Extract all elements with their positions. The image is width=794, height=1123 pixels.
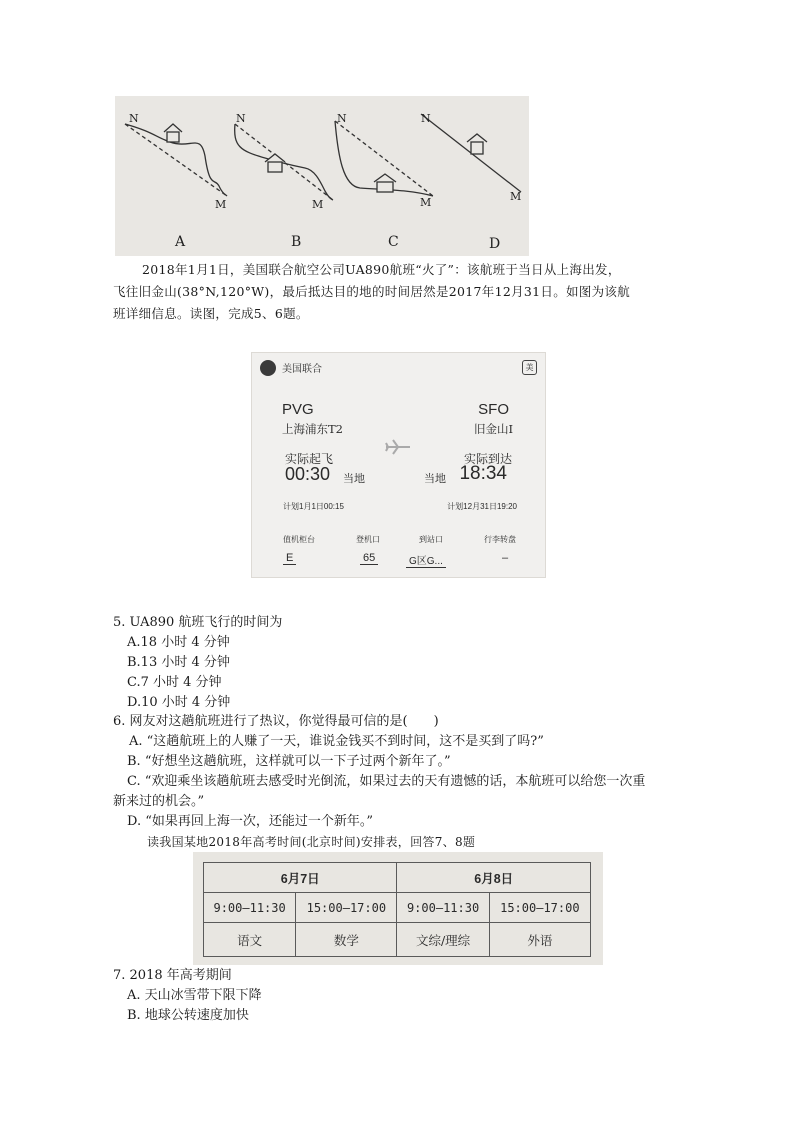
departure-time: 00:30 [285, 464, 331, 484]
arrival-time: 18:34 [459, 463, 507, 484]
q6-option-a: A. “这趟航班上的人赚了一天，谁说金钱买不到时间，这不是买到了吗?” [129, 734, 544, 749]
airline-name: 美国联合 [282, 364, 322, 375]
departure-label: 实际起飞 [285, 452, 334, 466]
origin-code: PVG [282, 401, 314, 418]
time-cell: 9:00—11:30 [397, 893, 489, 923]
time-cell: 9:00—11:30 [204, 893, 296, 923]
arrival-local-tag: 当地 [424, 472, 446, 485]
house-icon-a [164, 124, 182, 142]
destination-name: 旧金山I [473, 422, 513, 436]
col-arrival-gate: 到站口 [419, 535, 443, 544]
option-label-a: A [175, 234, 186, 250]
intro-line-2: 飞往旧金山(38°N,120°W)，最后抵达目的地的时间居然是2017年12月31日。如图为该航 [113, 284, 631, 299]
slope-profile-diagrams [115, 96, 529, 256]
intro-line-1: 2018年1月1日，美国联合航空公司UA890航班“火了”：该航班于当日从上海出发， [142, 262, 621, 277]
q6-option-d: D. “如果再回上海一次，还能过一个新年。” [127, 814, 374, 829]
label-n-d: N [421, 112, 431, 125]
origin-name: 上海浦东T2 [282, 422, 343, 436]
col-baggage: 行李转盘 [484, 535, 516, 544]
q6-stem: 6. 网友对这趟航班进行了热议，你觉得最可信的是( ) [113, 714, 439, 729]
departure-local-tag: 当地 [343, 472, 365, 485]
q7-option-a: A. 天山冰雪带下限下降 [127, 988, 262, 1003]
q7-stem: 7. 2018 年高考期间 [113, 968, 232, 983]
label-m-d: M [510, 190, 522, 203]
q5-option-a: A.18 小时 4 分钟 [127, 635, 230, 650]
exam-schedule-figure [193, 852, 603, 965]
option-label-c: C [388, 234, 399, 250]
val-baggage: – [502, 552, 509, 564]
label-n-c: N [337, 112, 347, 125]
q5-option-b: B.13 小时 4 分钟 [127, 655, 230, 670]
val-arrival-gate: G区G... [406, 552, 446, 568]
q5-stem: 5. UA890 航班飞行的时间为 [113, 615, 283, 630]
day-header-1: 6月7日 [204, 863, 397, 893]
intro-line-3: 班详细信息。读图，完成5、6题。 [113, 306, 309, 321]
flight-info-card [251, 352, 546, 578]
destination-code: SFO [478, 401, 509, 418]
q5-option-c: C.7 小时 4 分钟 [127, 675, 222, 690]
col-gate: 登机口 [356, 535, 380, 544]
option-label-d: D [489, 236, 501, 252]
time-cell: 15:00—17:00 [489, 893, 590, 923]
house-icon-d [467, 134, 487, 154]
subject-cell: 外语 [489, 923, 590, 957]
airplane-icon [384, 439, 412, 455]
label-m-b: M [312, 198, 324, 211]
planned-arrival: 计划12月31日19:20 [447, 502, 517, 511]
q6-option-c-line1: C. “欢迎乘坐该趟航班去感受时光倒流，如果过去的天有遗憾的话，本航班可以给您一次重 [127, 774, 646, 789]
subject-cell: 文综/理综 [397, 923, 489, 957]
arrival-label: 实际到达 [463, 452, 512, 466]
option-label-b: B [291, 234, 302, 250]
house-icon-b [265, 154, 285, 172]
val-gate: 65 [360, 552, 378, 565]
q5-option-d: D.10 小时 4 分钟 [127, 695, 231, 710]
val-checkin: E [283, 552, 296, 565]
subject-cell: 语文 [204, 923, 296, 957]
subject-cell: 数学 [296, 923, 397, 957]
share-icon: 美 [522, 360, 537, 375]
label-n-a: N [129, 112, 139, 125]
q6-option-b: B. “好想坐这趟航班，这样就可以一下子过两个新年了。” [127, 754, 451, 769]
house-icon-c [374, 174, 396, 192]
q6-option-c-line2: 新来过的机会。” [113, 794, 205, 809]
slope-profile-figure [115, 96, 529, 256]
time-cell: 15:00—17:00 [296, 893, 397, 923]
label-n-b: N [236, 112, 246, 125]
airline-logo-icon [260, 360, 276, 376]
planned-departure: 计划1月1日00:15 [283, 502, 344, 511]
q7-option-b: B. 地球公转速度加快 [127, 1008, 249, 1023]
exam-schedule-table [203, 862, 591, 957]
label-m-c: M [420, 196, 432, 209]
day-header-2: 6月8日 [397, 863, 591, 893]
exam-intro: 读我国某地2018年高考时间(北京时间)安排表，回答7、8题 [147, 835, 476, 849]
label-m-a: M [215, 198, 227, 211]
col-checkin: 值机柜台 [283, 535, 315, 544]
